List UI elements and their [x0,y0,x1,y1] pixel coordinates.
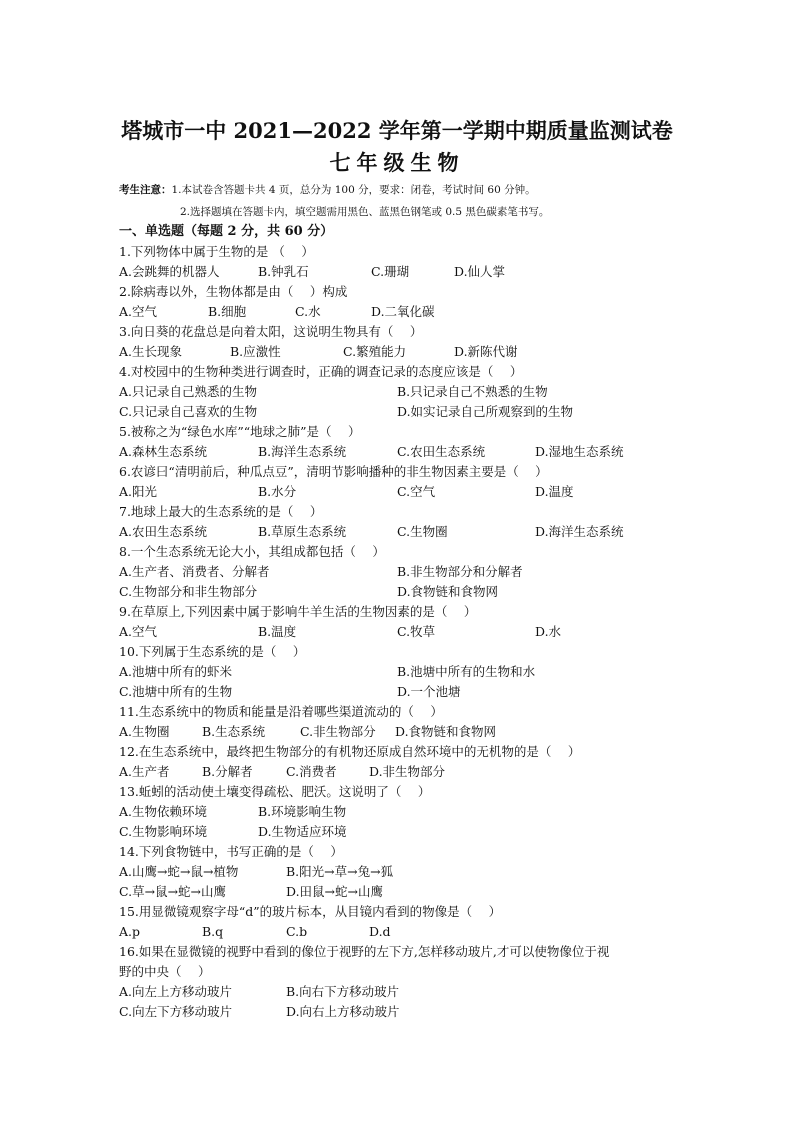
question-6-option-c: C.空气 [397,484,436,499]
question-6-option-d: D.温度 [535,484,574,499]
question-7-option-a: A.农田生态系统 [119,524,208,539]
question-8-option-a: A.生产者、消费者、分解者 [119,564,270,579]
notice-line-1 [119,182,536,198]
question-5-option-c: C.农田生态系统 [397,444,486,459]
question-11-option-c: C.非生物部分 [300,724,376,739]
question-1-option-d: D.仙人掌 [454,264,506,279]
question-2-option-d: D.二氧化碳 [371,304,435,319]
question-4-option-b: B.只记录自己不熟悉的生物 [397,384,548,399]
question-1-option-a: A.会跳舞的机器人 [119,264,220,279]
question-4-option-d: D.如实记录自己所观察到的生物 [397,404,574,419]
question-2-stem: 2.除病毒以外，生物体都是由（ ）构成 [119,284,348,299]
question-3-stem: 3.向日葵的花盘总是向着太阳，这说明生物具有（ ） [119,324,423,339]
question-12-option-d: D.非生物部分 [369,764,446,779]
question-12-option-b: B.分解者 [202,764,253,779]
question-12-option-c: C.消费者 [286,764,337,779]
question-15-option-c: C.b [286,924,308,939]
question-8-option-d: D.食物链和食物网 [397,584,499,599]
question-12-stem: 12.在生态系统中，最终把生物部分的有机物还原成自然环境中的无机物的是（ ） [119,744,581,759]
question-13-option-b: B.环境影响生物 [258,804,347,819]
question-13-option-d: D.生物适应环境 [258,824,347,839]
question-6-option-a: A.阳光 [119,484,158,499]
question-14-stem: 14.下列食物链中，书写正确的是（ ） [119,844,343,859]
question-4-stem: 4.对校园中的生物种类进行调查时，正确的调查记录的态度应该是（ ） [119,364,523,379]
question-16-option-a: A.向左上方移动玻片 [119,984,233,999]
question-9-option-d: D.水 [535,624,562,639]
question-1-stem: 1.下列物体中属于生物的是 （ ） [119,244,314,259]
question-16-option-d: D.向右上方移动玻片 [286,1004,400,1019]
question-7-option-c: C.生物圈 [397,524,448,539]
section-heading: 一、单选题（每题 2 分，共 60 分） [119,224,334,239]
question-9-stem: 9.在草原上,下列因素中属于影响牛羊生活的生物因素的是（ ） [119,604,477,619]
question-14-option-c: C.草→鼠→蛇→山鹰 [119,884,227,899]
question-3-option-a: A.生长现象 [119,344,183,359]
question-9-option-b: B.温度 [258,624,297,639]
question-16-option-b: B.向右下方移动玻片 [286,984,400,999]
question-10-option-b: B.池塘中所有的生物和水 [397,664,536,679]
question-2-option-a: A.空气 [119,304,158,319]
notice-line-2: 2.选择题填在答题卡内，填空题需用黑色、蓝黑色钢笔或 0.5 黑色碳素笔书写。 [180,206,550,218]
question-10-option-d: D.一个池塘 [397,684,461,699]
question-13-option-a: A.生物依赖环境 [119,804,208,819]
question-7-stem: 7.地球上最大的生态系统的是（ ） [119,504,323,519]
question-6-option-b: B.水分 [258,484,297,499]
question-4-option-a: A.只记录自己熟悉的生物 [119,384,258,399]
question-5-option-d: D.湿地生态系统 [535,444,624,459]
question-13-stem: 13.蚯蚓的活动使土壤变得疏松、肥沃。这说明了（ ） [119,784,431,799]
question-7-option-b: B.草原生态系统 [258,524,347,539]
notice-text-1: 1.本试卷含答题卡共 4 页，总分为 100 分，要求：闭卷，考试时间 60 分钟。 [171,184,536,196]
question-2-option-b: B.细胞 [208,304,247,319]
question-5-stem: 5.被称之为“绿色水库”“地球之肺”是（ ） [119,424,361,439]
question-5-option-b: B.海洋生态系统 [258,444,347,459]
question-6-stem: 6.农谚曰“清明前后，种瓜点豆”，清明节影响播种的非生物因素主要是（ ） [119,464,548,479]
question-15-stem: 15.用显微镜观察字母“d”的玻片标本，从目镜内看到的物像是（ ） [119,904,502,919]
question-9-option-c: C.牧草 [397,624,436,639]
question-12-option-a: A.生产者 [119,764,170,779]
question-10-stem: 10.下列属于生态系统的是（ ） [119,644,306,659]
question-15-option-d: D.d [369,924,391,939]
question-16-option-c: C.向左下方移动玻片 [119,1004,233,1019]
question-10-option-a: A.池塘中所有的虾米 [119,664,233,679]
question-16-stem-continued: 野的中央（ ） [119,964,211,979]
question-9-option-a: A.空气 [119,624,158,639]
question-11-option-b: B.生态系统 [202,724,266,739]
question-14-option-b: B.阳光→草→兔→狐 [286,864,394,879]
question-3-option-b: B.应激性 [230,344,281,359]
question-8-option-b: B.非生物部分和分解者 [397,564,523,579]
question-4-option-c: C.只记录自己喜欢的生物 [119,404,258,419]
question-16-stem: 16.如果在显微镜的视野中看到的像位于视野的左下方,怎样移动玻片,才可以使物像位于视 [119,944,610,959]
question-15-option-a: A.p [119,924,141,939]
question-5-option-a: A.森林生态系统 [119,444,208,459]
question-10-option-c: C.池塘中所有的生物 [119,684,233,699]
notice-label: 考生注意： [119,184,172,196]
question-11-stem: 11.生态系统中的物质和能量是沿着哪些渠道流动的（ ） [119,704,443,719]
question-14-option-a: A.山鹰→蛇→鼠→植物 [119,864,239,879]
question-2-option-c: C.水 [295,304,321,319]
question-14-option-d: D.田鼠→蛇→山鹰 [286,884,383,899]
question-8-option-c: C.生物部分和非生物部分 [119,584,258,599]
exam-title: 塔城市一中 2021—2022 学年第一学期中期质量监测试卷 [121,118,673,143]
exam-subtitle: 七年级生物 [329,150,465,175]
question-3-option-c: C.繁殖能力 [343,344,407,359]
question-15-option-b: B.q [202,924,224,939]
question-11-option-d: D.食物链和食物网 [395,724,497,739]
question-11-option-a: A.生物圈 [119,724,170,739]
question-8-stem: 8.一个生态系统无论大小，其组成都包括（ ） [119,544,385,559]
question-1-option-c: C.珊瑚 [371,264,410,279]
question-1-option-b: B.钟乳石 [258,264,309,279]
question-7-option-d: D.海洋生态系统 [535,524,624,539]
question-13-option-c: C.生物影响环境 [119,824,208,839]
question-3-option-d: D.新陈代谢 [454,344,518,359]
